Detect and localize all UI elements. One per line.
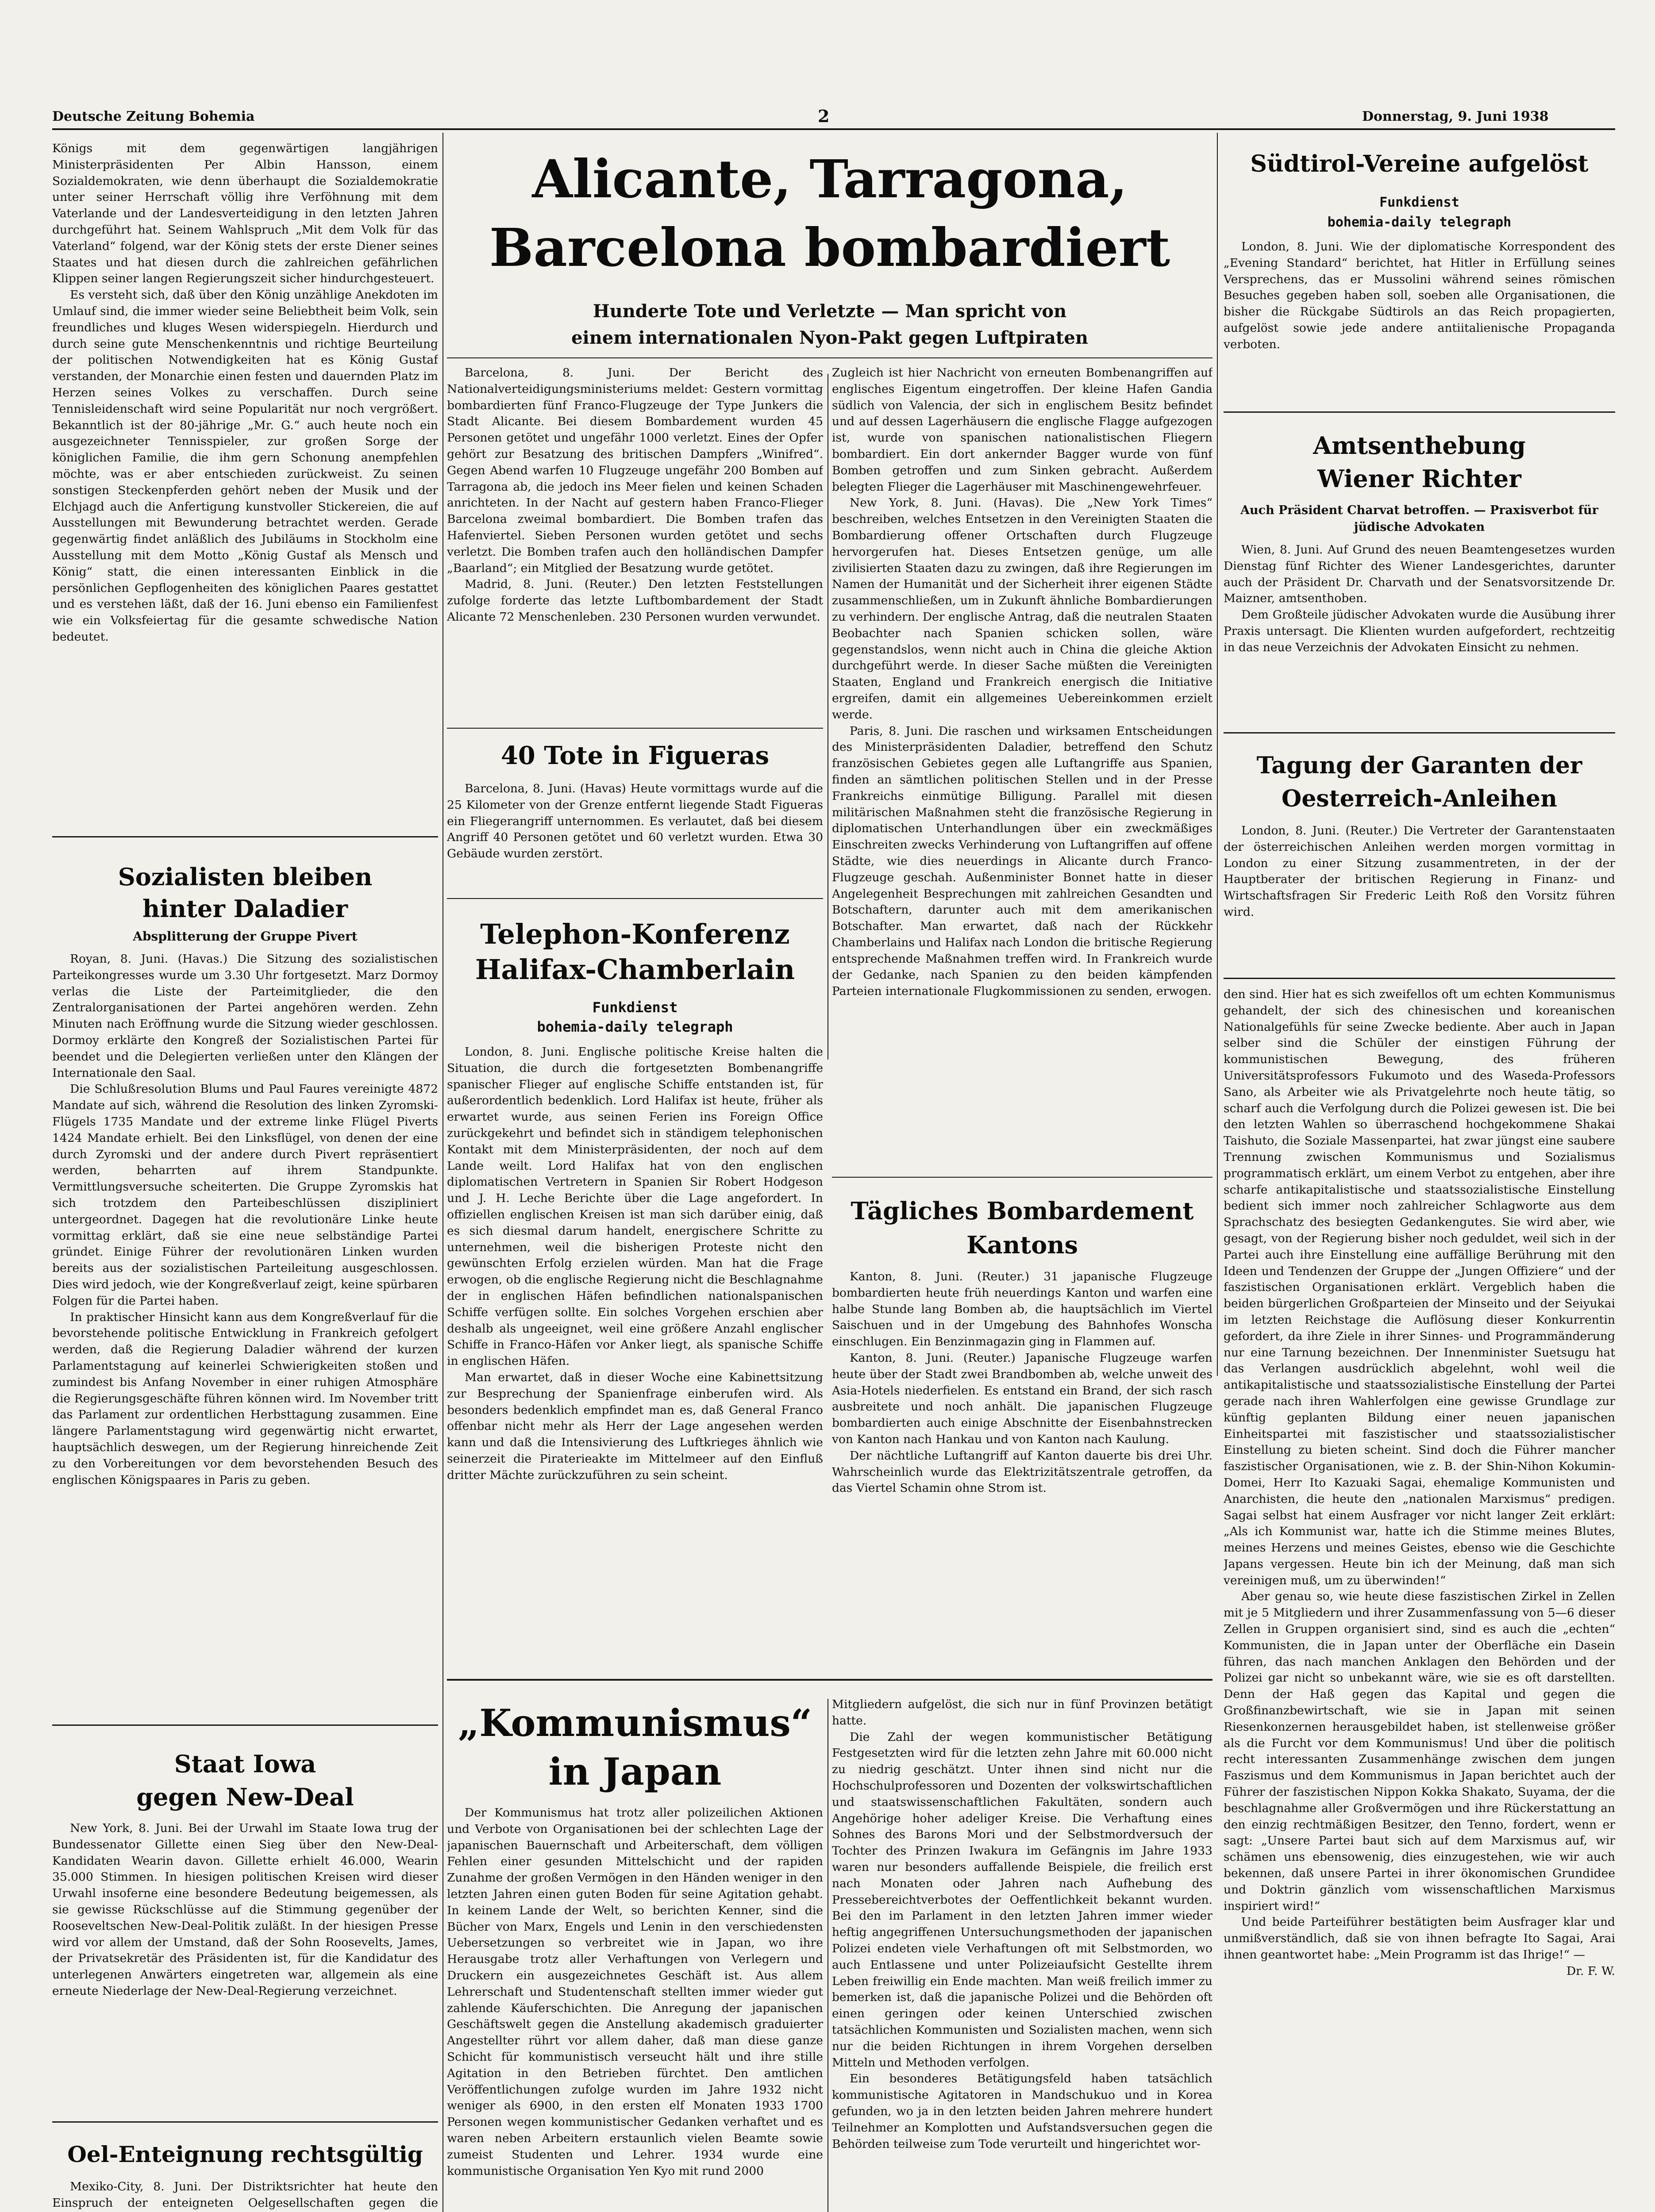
- koenig-article: [52, 141, 438, 831]
- alicante-left-paragraph-1: Barcelona, 8. Juni. Der Bericht des Nationalverteidigungsministeriums meldet: Gestern vormittag bombardierten fünf Franco-Flugzeuge der Type Junkers die Stadt Alicante. Bei diesem Bombardement wurden 45 Personen getötet und ungefähr 1000 verletzt. Eines der Opfer gehört zur Besatzung des britischen Dampfers „Winifred“. Gegen Abend warfen 10 Flugzeuge ungefähr 200 Bomben auf Tarragona ab, die jedoch ins Meer fielen und keinen Schaden anrichteten. In der Nacht auf gestern haben Franco-Flieger Barcelona zweimal bombardiert. Die Bomben trafen das Hafenviertel. Sieben Personen wurden getötet und sechs verletzt. Die Bomben trafen auch den holländischen Dampfer „Baarland“; ein Mitglied der Besatzung wurde getötet.: [447, 366, 823, 575]
- rule-amtsent-end: [1224, 732, 1615, 733]
- kommunismus-paragraph-4: Ein besonderes Betätigungsfeld haben tatsächlich kommunistische Agitatoren in Mandschukuo und in Korea gefunden, wo ja in den letzten beiden Jahren mehrere hundert Teilnehmer an Komplotten und Aufstandsversuchen gegen die Behörden teilweise zum Tode verurteilt und hingerichtet wor-: [832, 2072, 1212, 2151]
- amtsent-body: [1224, 542, 1615, 728]
- amtsent-subtitle: Auch Präsident Charvat betroffen. — Praxisverbot für jüdische Advokaten: [1240, 503, 1598, 534]
- sozialisten-title-1: Sozialisten bleiben: [118, 863, 373, 891]
- amtsent-title-1: Amtsenthebung: [1313, 431, 1526, 460]
- suedtirol-body: [1224, 239, 1615, 407]
- amtsent-paragraph-1: Wien, 8. Juni. Auf Grund des neuen Beamtengesetzes wurden Dienstag fünf Richter des Wiener Landesgerichtes, darunter auch der Präsident Dr. Charvath und der Senatsvorsitzende Dr. Maizner, amtsenthoben.: [1224, 543, 1615, 606]
- oel-paragraph-1: Mexiko-City, 8. Juni. Der Distriktsrichter hat heute den Einspruch der enteigneten Oelgesellschaften gegen die: [52, 2180, 438, 2210]
- telephon-telegraph: bohemia-daily telegraph: [537, 1018, 733, 1035]
- kommunismus-left-body: [447, 1805, 823, 2212]
- japan-signature: Dr. F. W.: [1566, 1964, 1615, 1978]
- japan-continuation-body: [1224, 987, 1615, 2212]
- rule-koenig-end: [52, 836, 438, 837]
- taegliches-title-1: Tägliches Bombardement: [851, 1197, 1194, 1225]
- telephon-body: [447, 1044, 823, 1672]
- sozialisten-paragraph-2: Die Schlußresolution Blums und Paul Faures vereinigte 4872 Mandate auf sich, während die Resolution des linken Zyromski-Flügels 1735 Mandate und der extreme linke Flügel Piverts 1424 Mandate erhielt. Bei den Linksflügel, von denen der eine durch Zyromski und der andere durch Pivert repräsentiert werden, beharrten auf ihrem Standpunkte. Vermittlungsversuche scheiterten. Die Gruppe Zyromskis hat sich trotzdem den Parteibeschlüssen diszipliniert untergeordnet. Dagegen hat die revolutionäre Linke heute vormittag erklärt, daß sie eine neue selbständige Partei gründet. Einige Führer der revolutionären Linken wurden bereits aus der sozialistischen Parteileitung ausgeschlossen. Dies wird jedoch, wie der Kongreßverlauf zeigt, keine spürbaren Folgen für die Partei haben.: [52, 1082, 438, 1308]
- tagung-title-1: Tagung der Garanten der: [1256, 752, 1582, 779]
- japan-continuation-paragraph-2: Aber genau so, wie heute diese faszistischen Zirkel in Zellen mit je 5 Mitgliedern und ihrer Zusammenfassung von 5—6 dieser Zellen in Gruppen organisiert sind, sind es auch die „echten“ Kommunisten, die in Japan unter der Oberfläche ein Dasein führen, das nach manchen Anklagen den Behörden und der Polizei gar nicht so unbekannt wäre, wie sie es oft darstellten. Denn der Haß gegen das Kapital und gegen die Großfinanzbewirtschaft, wie sie in Japan mit seinen Riesenkonzernen herausgebildet haben, ist stellenweise größer als die Furcht vor dem Kommunismus! Und über die politisch recht interessanten Zusammenhänge zwischen dem jungen Faszismus und dem Kommunismus in Japan berichtet auch der Führer der faszistischen Nippon Kokka Shakato, Suyama, der die beschlagnahme aller Großvermögen und ihre Rückerstattung an den einzig rechtmäßigen Besitzer, den Tenno, fordert, wenn er sagt: „Unsere Partei baut sich auf dem Marxismus auf, wir schämen uns ebensowenig, dies einzugestehen, wie wir auch bekennen, daß unsere Partei in ihrer ökonomischen Grundidee und Doktrin gänzlich vom wissenschaftlichen Marxismus inspiriert wird!“: [1224, 1590, 1615, 1913]
- figueras-title: 40 Tote in Figueras: [500, 741, 770, 770]
- kommunismus-paragraph-1: Der Kommunismus hat trotz aller polizeilichen Aktionen und Verbote von Organisationen bei der schlechten Lage der japanischen Bauernschaft und Arbeiterschaft, dem völligen Fehlen einer gesunden Mittelschicht und der rapiden Zunahme der großen Vermögen in den Händen weniger in den letzten Jahren einen guten Boden für seine Agitation gehabt. In keinem Lande der Welt, so berichten Kenner, sind die Bücher von Marx, Engels und Lenin in den verschiedensten Uebersetzungen so verbreitet wie in Japan, wo ihre Herausgabe trotz aller Verhaftungen von Verlegern und Druckern ein ausgezeichnetes Geschäft ist. Aus allem Lehrerschaft und Studentenschaft stellten immer wieder gut zahlende Käuferschichten. Die Anregung der japanischen Geschäftswelt gegen die Anstellung akademisch graduierter Angestellter rührt vor allem daher, daß man diese ganze Schicht für kommunistisch verseucht hält und ihre stille Agitation in den Betrieben fürchtet. Den amtlichen Veröffentlichungen zufolge wurden im Jahre 1932 nicht weniger als 6900, in den ersten elf Monaten 1933 1700 Personen wegen kommunistischer Gedanken verhaftet und es waren neben Arbeitern erstaunlich vielen Beamte sowie zumeist Studenten und Lehrer. 1934 wurde eine kommunistische Organisation Yen Kyo mit rund 2000: [447, 1806, 823, 2178]
- figueras-paragraph-1: Barcelona, 8. Juni. (Havas) Heute vormittags wurde auf die 25 Kilometer von der Grenze entfernt liegende Stadt Figueras ein Fliegerangriff unternommen. Es verlautet, daß bei diesem Angriff 40 Personen getötet und 60 verletzt wurden. Etwa 30 Gebäude wurden zerstört.: [447, 782, 823, 861]
- kommunismus-title-1: „Kommunismus“: [458, 1701, 812, 1745]
- iowa-title-1: Staat Iowa: [174, 1750, 316, 1778]
- kommunismus-paragraph-3: Die Zahl der wegen kommunistischer Betätigung Festgesetzten wird für die letzten zehn Jahre mit 60.000 nicht zu niedrig geschätzt. Unter ihnen sind nicht nur die Hochschulprofessoren und Dozenten der volkswirtschaftlichen und staatswissenschaftlichen Fakultäten, sondern auch Angehörige hoher adeliger Kreise. Die Verhaftung eines Sohnes des Barons Mori und der Selbstmordversuch der Tochter des Prinzen Iwakura im Gefängnis im Jahre 1933 waren nur besonders auffallende Beispiele, die freilich erst nach Monaten oder Jahren nach Aufhebung des Pressebereichtverbotes der Oeffentlichkeit bekannt wurden. Bei den im Parlament in den letzten Jahren immer wieder heftig angegriffenen Untersuchungsmethoden der japanischen Polizei endeten viele Verhaftungen oft mit Selbstmorden, wo auch Entlassene und unter Polizeiaufsicht Gestellte ihrem Leben freiwillig ein Ende machten. Man weiß freilich immer zu bemerken ist, daß die japanische Polizei und die Behörden oft einen geringen oder keinen Unterschied zwischen tatsächlichen Kommunisten und Sozialisten machen, wenn sich nur die beiden Richtungen in ihrem Vorgehen derselben Mitteln und Methoden verfolgen.: [832, 1730, 1212, 2070]
- rule-suedtirol-end: [1224, 411, 1615, 413]
- iowa-title-2: gegen New-Deal: [136, 1783, 354, 1811]
- telephon-funkdienst: Funkdienst: [592, 999, 678, 1016]
- japan-continuation-paragraph-3: Und beide Parteiführer bestätigten beim Ausfrager klar und unmißverständlich, daß sie von ihnen befragte Ito Sagai, Arai ihnen geantwortet habe: „Mein Programm ist das Ihrige!“ —: [1224, 1915, 1615, 1962]
- telephon-title-2: Halifax-Chamberlain: [475, 953, 795, 986]
- tagung-paragraph-1: London, 8. Juni. (Reuter.) Die Vertreter der Garantenstaaten der österreichischen Anleihen werden morgen vormittag in London zu einer Sitzung zusammentreten, in der der Hauptberater der britischen Regierung in Finanz- und Wirtschaftsfragen Sir Frederic Leith Roß den Vorsitz führen wird.: [1224, 824, 1615, 919]
- header-paper-name: Deutsche Zeitung Bohemia: [52, 109, 255, 124]
- rule-figueras-end: [447, 898, 823, 899]
- telephon-title-1: Telephon-Konferenz: [480, 918, 790, 950]
- tagung-title-2: Oesterreich-Anleihen: [1282, 785, 1557, 812]
- sozialisten-title-2: hinter Daladier: [142, 895, 348, 923]
- alicante-title-1: Alicante, Tarragona,: [532, 148, 1128, 210]
- oel-title: Oel-Enteignung rechtsgültig: [67, 2141, 423, 2167]
- iowa-body: [52, 1820, 438, 2117]
- rule-kommunismus-top: [447, 1679, 1212, 1681]
- taegliches-title-2: Kantons: [966, 1231, 1078, 1259]
- alicante-right-paragraph-3: Paris, 8. Juni. Die raschen und wirksamen Entscheidungen des Ministerpräsidenten Daladier, betreffend den Schutz französischen Gebietes gegen alle Luftangriffe aus Spanien, finden an sämtlichen politischen Stellen und in der Presse Frankreichs einmütige Billigung. Parallel mit diesen militärischen Maßnahmen steht die französische Regierung in diplomatischen Unterhandlungen über ein zweckmäßiges Einschreiten zwecks Verhinderung von Luftangriffen auf offene Städte, wie dies neuerdings in Alicante durch Franco-Flugzeuge geschah. Außenminister Bonnet hatte in dieser Angelegenheit Besprechungen mit zahlreichen Gesandten und Botschaftern, darunter auch mit dem amerikanischen Botschafter. Man erwartet, daß nach der Rückkehr Chamberlains und Halifax nach London die britische Regierung entsprechende Maßnahmen treffen wird. In Frankreich wurde der Gedanke, nach Spanien zu den beiden kämpfenden Parteien internationale Flugkommissionen zu senden, erwogen.: [832, 724, 1212, 998]
- rule-alicante-right-end: [832, 1177, 1212, 1178]
- rule-iowa-end: [52, 2121, 438, 2123]
- sozialisten-subtitle: Absplitterung der Gruppe Pivert: [133, 929, 358, 944]
- kommunismus-paragraph-2: Mitgliedern aufgelöst, die sich nur in fünf Provinzen betätigt hatte.: [832, 1697, 1212, 1728]
- sozialisten-paragraph-3: In praktischer Hinsicht kann aus dem Kongreßverlauf für die bevorstehende politische Entwicklung in Frankreich gefolgert werden, daß die Regierung Daladier während der kurzen Parlamentstagung auf keinerlei Schwierigkeiten stoßen und zumindest bis Anfang November in einer ruhigen Atmosphäre die Regierungsgeschäfte führen können wird. Im November tritt das Parlament zur ordentlichen Herbsttagung zusammen. Eine längere Parlamentstagung wird gegenwärtig nicht erwartet, hauptsächlich deswegen, um der Regierung hinreichende Zeit zu den Vorbereitungen vor dem bevorstehenden Besuch des englischen Königspaares in Paris zu geben.: [52, 1310, 438, 1487]
- amtsent-title-2: Wiener Richter: [1317, 465, 1521, 493]
- iowa-paragraph-1: New York, 8. Juni. Bei der Urwahl im Staate Iowa trug der Bundessenator Gillette einen Sieg über den New-Deal-Kandidaten Wearin davon. Gillette erhielt 46.000, Wearin 35.000 Stimmen. In hiesigen politischen Kreisen wird dieser Urwahl insoferne eine besondere Bedeutung beigemessen, als sie gewisse Rückschlüsse auf die Stimmung gegenüber der Rooseveltschen New-Deal-Politik zuläßt. In der hiesigen Presse wird vor allem der Umstand, daß der Sohn Roosevelts, James, der Privatsekretär des Präsidenten ist, für die Kandidatur des unterlegenen Anwärters eingetreten war, allgemein als eine erneute Niederlage der New-Deal-Regierung verzeichnet.: [52, 1821, 438, 1998]
- alicante-left-body: [447, 365, 823, 723]
- kommunismus-right-body: [832, 1697, 1212, 2212]
- alicante-right-body: [832, 365, 1212, 1168]
- taegliches-paragraph-2: Kanton, 8. Juni. (Reuter.) Japanische Flugzeuge warfen heute über der Stadt zwei Brandbomben ab, welche unweit des Asia-Hotels niederfielen. Es entstand ein Brand, der sich rasch ausbreitete und noch anhält. Die japanischen Flugzeuge bombardierten auch einige Abschnitte der Eisenbahnstrecken von Kanton nach Hankau und von Kanton nach Kaulung.: [832, 1351, 1212, 1446]
- japan-continuation-paragraph-1: den sind. Hier hat es sich zweifellos oft um echten Kommunismus gehandelt, der sich des chinesischen und koreanischen Nationalgefühls für seine Zwecke bediente. Aber auch in Japan selber sind die Schüler der einstigen Führung der kommunistischen Bewegung, des früheren Universitätsprofessors Fukumoto und des Waseda-Professors Sano, als Arbeiter wie als Privatgelehrte noch heute tätig, so scharf auch die Verfolgung durch die Polizei gewesen ist. Die bei den letzten Wahlen so überraschend hochgekommene Shakai Taishuto, die Soziale Massenpartei, hat zwar jüngst eine saubere Trennung zwischen Kommunismus und Sozialismus programmatisch erklärt, um einem Verbot zu entgehen, aber ihre scharfe antikapitalistische und staatssozialistische Einstellung bedient sich immer noch zahlreicher Schlagworte aus dem Sprachschatz des besiegten Gedankengutes. Sie wird aber, wie gesagt, von der Regierung bisher noch geduldet, weil sich in der Partei auch ihre Einstellung eine auffällige Berührung mit den Ideen und Tendenzen der Gruppe der „Jungen Offiziere“ und der faszistischen Organisationen erklärt. Vergeblich haben die beiden bürgerlichen Großparteien der Minseito und der Seiyukai im letzten Reichstage die Auflösung dieser Konkurrentin gefordert, da ihre Ziele in ihrer Sinnes- und Programmänderung nur eine Tarnung bezeichnen. Der Innenminister Suetsugu hat das Verlangen ausdrücklich abgelehnt, wohl weil die antikapitalistische und staatssozialistische Einstellung der Partei gerade nach ihren Wahlerfolgen eine gewisse Grundlage zur künftig geplanten Bildung einer neuen japanischen Einheitspartei mit faszistischer und staatssozialistischer Einstellung zu bieten scheint. Sind doch die Führer mancher faszistischer Organisationen, wie z. B. der Shin-Nihon Kokumin-Domei, Herr Ito Kazuaki Sagai, ehemalige Kommunisten und Anarchisten, die heute den „nationalen Marxismus“ predigen. Sagai selbst hat einem Ausfrager vor nicht langer Zeit erklärt: „Als ich Kommunist war, hatte ich die Stimme meines Blutes, meines Herzens und meines Geistes, ebenso wie die Geschichte Japans vergessen. Heute bin ich der Meinung, daß man sich vereinigen muß, um zu überwinden!“: [1224, 987, 1615, 1587]
- rule-sozialisten-end: [52, 1724, 438, 1726]
- koenig-paragraph-2: Es versteht sich, daß über den König unzählige Anekdoten im Umlauf sind, die immer wieder seine Beliebtheit beim Volk, sein freundliches und kluges Wesen widerspiegeln. Hierdurch und durch seine gute Menschenkenntnis und richtige Beurteilung der politischen Notwendigkeiten hat es König Gustaf verstanden, der Monarchie einen festen und dauernden Platz im Herzen seines Volkes zu verschaffen. Durch seine Tennisleidenschaft wird seine Popularität nur noch vergrößert. Bekanntlich ist der 80-jährige „Mr. G.“ auch heute noch ein ausgezeichneter Tennisspieler, zur großen Sorge der königlichen Familie, die ihm gern Schonung anempfehlen möchte, was er aber entschieden zurückweist. Zu seinen sonstigen Steckenpferden gehört neben der Musik und der Elchjagd auch die Anfertigung kunstvoller Stickereien, die auf Ausstellungen mit Bewunderung betrachtet werden. Gerade gegenwärtig findet anläßlich des Jubiläums in Stockholm eine Ausstellung mit dem Motto „König Gustaf als Mensch und König“ statt, die einen interessanten Einblick in die persönlichen Gepflogenheiten des königlichen Paares gestattet und es verstehen läßt, daß der 16. Juni ebenso ein Familienfest wie ein Volksfeiertag für die gesamte schwedische Nation bedeutet.: [52, 288, 438, 644]
- tagung-body: [1224, 823, 1615, 973]
- kommunismus-title-2: in Japan: [548, 1750, 722, 1793]
- suedtirol-funkdienst: Funkdienst: [1379, 195, 1459, 210]
- alicante-right-paragraph-1: Zugleich ist hier Nachricht von erneuten Bombenangriffen auf englisches Eigentum eingetroffen. Der kleine Hafen Gandia südlich von Valencia, der sich in englischem Besitz befindet und auf dessen Lagerhäusern die englische Flagge aufgezogen ist, wurde von spanischen nationalistischen Fliegern bombardiert. Ein dort ankernder Bagger wurde von fünf Bomben getroffen und zum Sinken gebracht. Außerdem belegten Flieger die Lagerhäuser mit Maschinengewehrfeuer.: [832, 366, 1212, 494]
- telephon-paragraph-2: Man erwartet, daß in dieser Woche eine Kabinettsitzung zur Besprechung der Spanienfrage einberufen wird. Als besonders bedenklich empfindet man es, daß General Franco offenbar nicht mehr als Herr der Lage angesehen werden kann und daß die Intensivierung des Luftkrieges ähnlich wie seinerzeit die Piraterieakte im Mittelmeer auf den Einfluß dritter Mächte zurückzuführen zu sein scheint.: [447, 1370, 823, 1482]
- column-divider-2: [1217, 133, 1218, 1376]
- suedtirol-title: Südtirol-Vereine aufgelöst: [1250, 150, 1589, 177]
- taegliches-paragraph-1: Kanton, 8. Juni. (Reuter.) 31 japanische Flugzeuge bombardierten heute früh neuerdings Kanton und warfen eine halbe Stunde lang Bomben ab, die hauptsächlich im Viertel Saischuen und in der Umgebung des Bahnhofes Wonscha einschlugen. Ein Benzinmagazin ging in Flammen auf.: [832, 1270, 1212, 1349]
- suedtirol-paragraph-1: London, 8. Juni. Wie der diplomatische Korrespondent des „Evening Standard“ berichtet, hat Hitler in Erfüllung seines Versprechens, das er Mussolini während seines römischen Besuches gegeben haben soll, soeben alle Organisationen, die bisher die Rückgabe Südtirols an das Reich propagierten, aufgelöst sowie jede andere antiitalienische Propaganda verboten.: [1224, 240, 1615, 351]
- alicante-subtitle-2: einem internationalen Nyon-Pakt gegen Luftpiraten: [571, 327, 1088, 348]
- figueras-body: [447, 781, 823, 914]
- rule-alicante-sub: [447, 357, 1212, 358]
- alicante-right-paragraph-2: New York, 8. Juni. (Havas). Die „New York Times“ beschreiben, welches Entsetzen in den Vereinigten Staaten die Bombardierung offener Ortschaften durch Flugzeuge hervorgerufen hat. Dieses Entsetzen genüge, um alle zivilisierten Staaten dazu zu zwingen, daß ihre Regierungen im Namen der Humanität und der Sicherheit ihrer eigenen Städte zusammenschließen, um in Zukunft ähnliche Bombardierungen zu verhindern. Der englische Antrag, daß die neutralen Staaten Beobachter nach Spanien schicken sollen, wäre gegenstandslos, wenn nicht auch in China die gleiche Aktion durchgeführt werde. In dieser Sache müßten die Vereinigten Staaten, England und Frankreich energisch die Initiative ergreifen, damit ein allgemeines Uebereinkommen erzielt werde.: [832, 496, 1212, 722]
- alicante-title-2: Barcelona bombardiert: [489, 217, 1170, 278]
- alicante-left-paragraph-2: Madrid, 8. Juni. (Reuter.) Den letzten Feststellungen zufolge forderte das letzte Luftbombardement der Stadt Alicante 72 Menschenleben. 230 Personen wurden verwundet.: [447, 577, 823, 624]
- header-page-number: 2: [818, 106, 830, 126]
- sozialisten-body: [52, 951, 438, 1721]
- taegliches-paragraph-3: Der nächtliche Luftangriff auf Kanton dauerte bis drei Uhr. Wahrscheinlich wurde das Elektrizitätszentrale getroffen, da das Viertel Schamin ohne Strom ist.: [832, 1448, 1212, 1495]
- suedtirol-telegraph: bohemia-daily telegraph: [1327, 215, 1512, 230]
- oel-body: [52, 2179, 438, 2212]
- rule-tagung-end: [1224, 978, 1615, 979]
- telephon-paragraph-1: London, 8. Juni. Englische politische Kreise halten die Situation, die durch die fortgesetzten Bombenangriffe spanischer Flieger auf englische Schiffe entstanden ist, für außerordentlich bedenklich. Lord Halifax ist heute, früher als erwartet wurde, aus seinen Ferien ins Foreign Office zurückgekehrt und befindet sich in ständigem telephonischen Kontakt mit dem Ministerpräsidenten, der noch auf dem Lande weilt. Lord Halifax hat von den englischen diplomatischen Vertretern in Spanien Sir Robert Hodgeson und J. H. Leche Berichte über die Lage angefordert. In offiziellen englischen Kreisen ist man sich darüber einig, daß es sich diesmal darum handelt, energischere Schritte zu unternehmen, weil die bisherigen Proteste nicht den gewünschten Erfolg erzielen würden. Man hat die Frage erwogen, ob die englische Regierung nicht die Beschlagnahme der in englischen Häfen befindlichen nationalspanischen Schiffe verfügen sollte. Ein solches Vorgehen erschien aber deshalb als ungeeignet, weil eine größere Anzahl englischer Schiffe in Franco-Häfen vor Anker liegt, als spanische Schiffe in englischen Häfen.: [447, 1045, 823, 1368]
- header-rule: [52, 128, 1615, 130]
- taegliches-body: [832, 1269, 1212, 1654]
- header-date: Donnerstag, 9. Juni 1938: [1362, 109, 1549, 124]
- koenig-paragraph-1: Königs mit dem gegenwärtigen langjährigen Ministerpräsidenten Per Albin Hansson, einem Sozialdemokraten, wie denn überhaupt die Sozialdemokratie unter seiner Herrschaft völlig ihre Verföhnung mit dem Vaterlande und der Landesverteidigung in den letzten Jahren durchgeführt hat. Seinem Wahlspruch „Mit dem Volk für das Vaterland“ folgend, war der König stets der erste Diener seines Staates und hat diesen durch die zahlreichen gefährlichen Klippen seiner langen Regierungszeit sicher hindurchgesteuert.: [52, 142, 438, 286]
- sozialisten-paragraph-1: Royan, 8. Juni. (Havas.) Die Sitzung des sozialistischen Parteikongresses wurde um 3.30 Uhr fortgesetzt. Marz Dormoy verlas die Liste der Parteimitglieder, die den Zentralorganisationen der Partei angehören werden. Zehn Minuten nach Eröffnung wurde die Sitzung wieder geschlossen. Dormoy erklärte den Kongreß der Sozialistischen Partei für beendet und die Delegierten verließen unter den Klängen der Internationale den Saal.: [52, 952, 438, 1080]
- amtsent-paragraph-2: Dem Großteile jüdischer Advokaten wurde die Ausübung ihrer Praxis untersagt. Die Klienten wurden aufgefordert, rechtzeitig in das neue Verzeichnis der Advokaten Einsicht zu nehmen.: [1224, 608, 1615, 654]
- alicante-subtitle-1: Hunderte Tote und Verletzte — Man spricht von: [593, 301, 1067, 322]
- rule-alicante-left-end: [447, 728, 823, 729]
